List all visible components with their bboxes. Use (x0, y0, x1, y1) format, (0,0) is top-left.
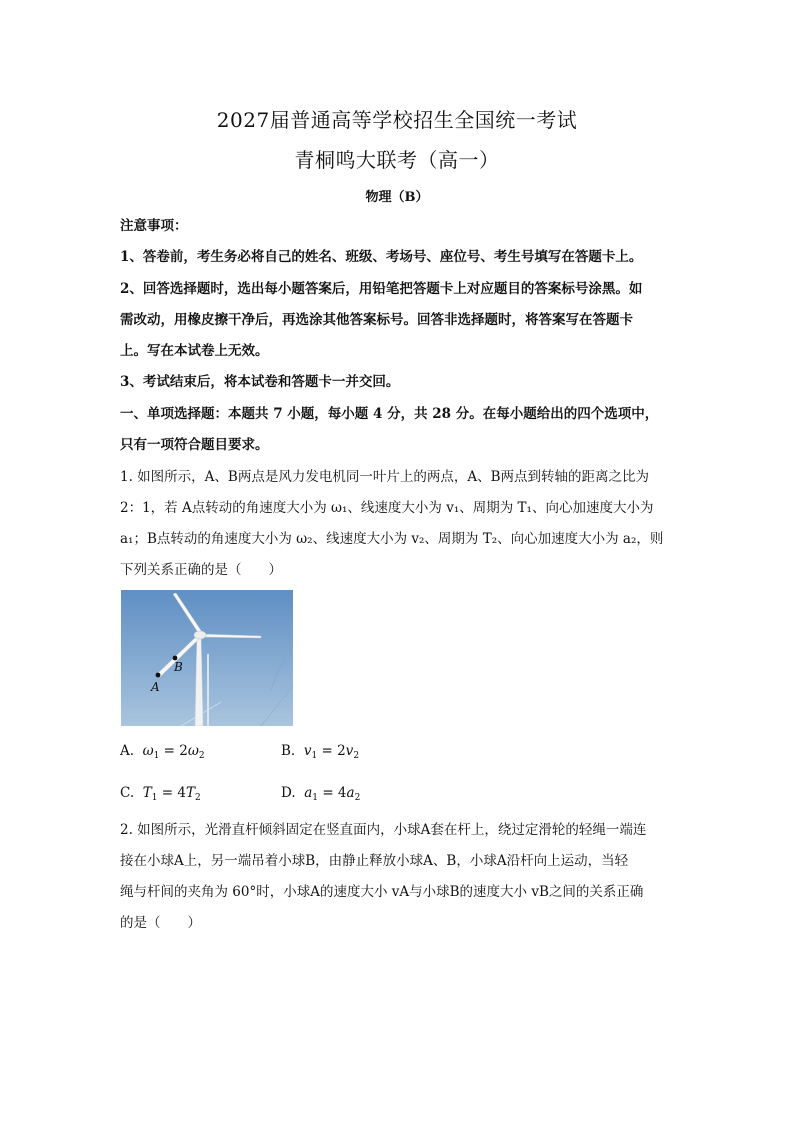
point-b-label: B (174, 660, 183, 674)
q1-line-3: a₁；B点转动的角速度大小为 ω₂、线速度大小为 v₂、周期为 T₂、向心加速度大小为 a₂，则 (120, 531, 664, 547)
q2-line-4: 的是（ ） (120, 915, 201, 931)
exam-title: 2027届普通高等学校招生全国统一考试 (216, 108, 578, 132)
point-a-label: A (151, 680, 160, 694)
section-heading-line-2: 只有一项符合题目要求。 (120, 437, 269, 453)
notice-item-2-line-2: 需改动，用橡皮擦干净后，再选涂其他答案标号。回答非选择题时，将答案写在答题卡 (120, 312, 633, 328)
q2-line-2: 接在小球A上，另一端吊着小球B，由静止释放小球A、B，小球A沿杆向上运动，当轻 (120, 853, 629, 869)
notice-item-2-line-3: 上。写在本试卷上无效。 (120, 343, 269, 359)
notice-item-1: 1、答卷前，考生务必将自己的姓名、班级、考场号、座位号、考生号填写在答题卡上。 (120, 249, 643, 265)
section-heading-line-1: 一、单项选择题：本题共 7 小题，每小题 4 分，共 28 分。在每小题给出的四个选项中， (120, 406, 659, 422)
q1-line-1: 1. 如图所示，A、B两点是风力发电机同一叶片上的两点，A、B两点到转轴的距离之比为 (120, 469, 650, 485)
q1-line-4: 下列关系正确的是（ ） (120, 562, 282, 578)
notice-heading: 注意事项： (120, 218, 188, 234)
q1-option-b: B. $v_1 = 2v_2$ (281, 743, 360, 761)
subject-label: 物理（B） (365, 190, 429, 205)
exam-subtitle: 青桐鸣大联考（高一） (294, 148, 500, 172)
point-a-marker (156, 673, 161, 678)
wind-turbine-illustration (121, 590, 293, 726)
q1-line-2: 2：1，若 A点转动的角速度大小为 ω₁、线速度大小为 v₁、周期为 T₁、向心加速度大小为 (120, 500, 654, 516)
q2-line-1: 2. 如图所示，光滑直杆倾斜固定在竖直面内，小球A套在杆上，绕过定滑轮的轻绳一端连 (120, 822, 647, 838)
wind-turbine-figure (121, 590, 293, 726)
q1-option-d: D. $a_1 = 4a_2$ (281, 785, 361, 803)
q1-option-a: A. $\omega_1 = 2\omega_2$ (120, 743, 205, 761)
q2-line-3: 绳与杆间的夹角为 60°时，小球A的速度大小 vA与小球B的速度大小 vB之间的关系正确 (120, 884, 644, 900)
notice-item-2-line-1: 2、回答选择题时，选出每小题答案后，用铅笔把答题卡上对应题目的答案标号涂黑。如 (120, 281, 643, 297)
notice-item-3: 3、考试结束后，将本试卷和答题卡一并交回。 (120, 374, 400, 390)
q1-option-c: C. $T_1 = 4T_2$ (120, 785, 201, 803)
